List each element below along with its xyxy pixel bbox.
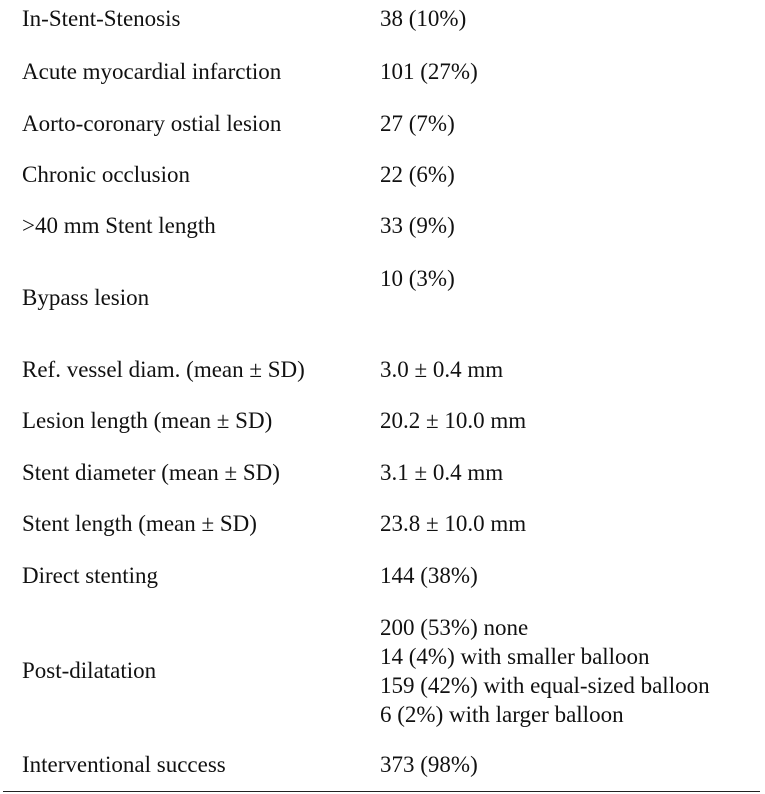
row-label: Bypass lesion xyxy=(22,285,150,310)
row-value-line: 200 (53%) none xyxy=(380,615,529,640)
row-value-line: 14 (4%) with smaller balloon xyxy=(380,644,650,669)
row-value: 22 (6%) xyxy=(380,162,455,187)
row-label: Interventional success xyxy=(22,752,226,777)
row-value-list xyxy=(380,613,710,729)
row-value-line: 6 (2%) with larger balloon xyxy=(380,702,624,727)
row-value: 27 (7%) xyxy=(380,111,455,136)
row-value: 3.0 ± 0.4 mm xyxy=(380,357,504,382)
row-label: Aorto-coronary ostial lesion xyxy=(22,111,282,136)
row-label: Acute myocardial infarction xyxy=(22,59,282,84)
row-value: 144 (38%) xyxy=(380,563,478,588)
row-label: Ref. vessel diam. (mean ± SD) xyxy=(22,357,305,382)
row-label: Chronic occlusion xyxy=(22,162,190,187)
row-value: 373 (98%) xyxy=(380,752,478,777)
row-label: >40 mm Stent length xyxy=(22,213,216,238)
row-label: Stent diameter (mean ± SD) xyxy=(22,460,280,485)
row-label: Post-dilatation xyxy=(22,658,157,683)
row-value: 23.8 ± 10.0 mm xyxy=(380,511,527,536)
row-value: 38 (10%) xyxy=(380,6,467,31)
row-value-line: 159 (42%) with equal-sized balloon xyxy=(380,673,710,698)
row-value: 10 (3%) xyxy=(380,266,455,291)
row-label: In-Stent-Stenosis xyxy=(22,6,181,31)
row-label: Lesion length (mean ± SD) xyxy=(22,408,273,433)
row-label: Direct stenting xyxy=(22,563,159,588)
row-value: 20.2 ± 10.0 mm xyxy=(380,408,527,433)
row-value: 3.1 ± 0.4 mm xyxy=(380,460,504,485)
table-bottom-rule xyxy=(3,791,760,792)
row-label: Stent length (mean ± SD) xyxy=(22,511,257,536)
row-value: 33 (9%) xyxy=(380,213,455,238)
row-value: 101 (27%) xyxy=(380,59,478,84)
